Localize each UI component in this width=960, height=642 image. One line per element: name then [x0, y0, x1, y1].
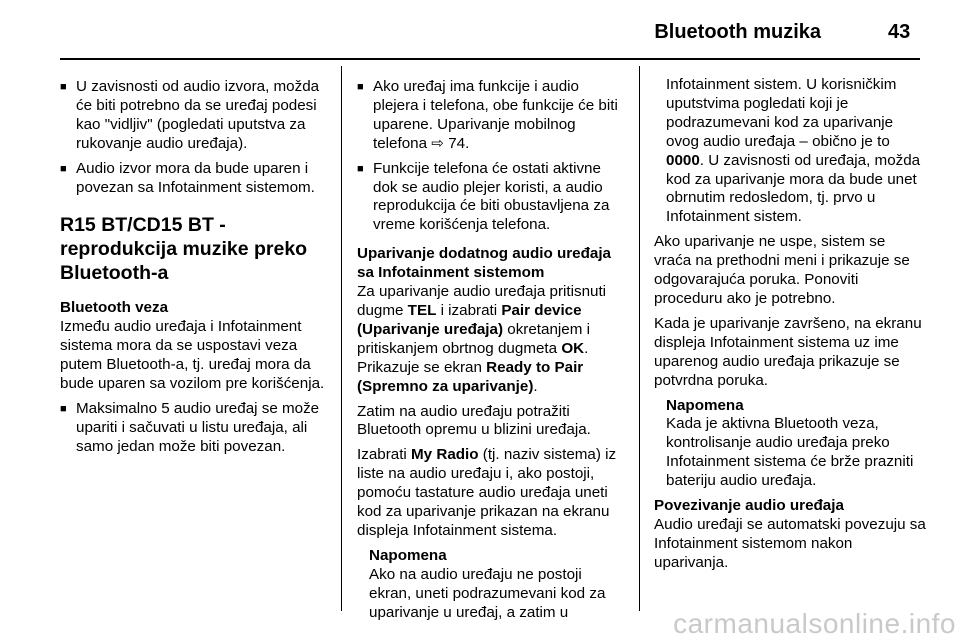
list-item: ■ Maksimalno 5 audio uređaj se može upariti i sačuvati u listu uređaja, ali samo jedan može biti povezan. — [60, 400, 328, 457]
subheading: Povezivanje audio uređaja — [654, 497, 844, 515]
ok-button-label: OK — [561, 339, 585, 357]
bullet-list — [60, 400, 328, 457]
column-2 — [357, 78, 625, 628]
paragraph: Audio uređaji se automatski povezuju sa Infotainment sistemom nakon uparivanja. — [654, 515, 926, 571]
column-divider-2 — [639, 66, 640, 611]
note-text: Kada je aktivna Bluetooth veza, kontrolisanje audio uređaja preko Infotainment sistema će brže prazniti bateriju audio uređaja. — [666, 415, 914, 490]
column-1 — [60, 78, 328, 463]
paragraph: Između audio uređaja i Infotainment sistema mora da se uspostavi veza putem Bluetooth-a, tj. uređaj mora da bude uparen sa vozilom pre korišćenja. — [60, 318, 325, 393]
pair-device-label: Pair device (Uparivanje uređaja) — [357, 301, 582, 338]
page-header — [0, 0, 960, 60]
subheading: Uparivanje dodatnog audio uređaja sa Infotainment sistemom — [357, 245, 612, 282]
tel-button-label: TEL — [407, 301, 437, 319]
paragraph — [357, 446, 625, 541]
ready-to-pair-label: Ready to Pair (Spremno za uparivanje) — [357, 358, 584, 395]
subheading: Bluetooth veza — [60, 299, 169, 317]
bullet-text: Ako uređaj ima funkcije i audio plejera i telefona, obe funkcije će biti uparene. Uparivanje mobilnog telefona — [373, 78, 618, 152]
note-title: Napomena — [369, 546, 447, 564]
text: . Prikazuje se ekran — [357, 339, 589, 376]
section-heading: R15 BT/CD15 BT - reprodukcija muzike preko Bluetooth-a — [60, 214, 308, 285]
my-radio-label: My Radio — [411, 446, 479, 464]
text: Infotainment sistem. U korisničkim uputstvima pogledati koji je podrazumevani kod za uparivanje ovog audio uređaja – obično je to — [666, 76, 897, 150]
paragraph: Zatim na audio uređaju potražiti Bluetooth opremu u blizini uređaja. — [357, 402, 591, 439]
section-title: Bluetooth muzika — [654, 21, 821, 43]
note-box — [369, 547, 625, 623]
bullet-list — [60, 78, 328, 197]
column-divider-1 — [341, 66, 342, 611]
list-item — [357, 78, 625, 154]
default-code: 0000 — [666, 151, 700, 169]
paragraph — [357, 283, 625, 396]
text: okretanjem i pritiskanjem obrtnog dugmeta — [357, 320, 590, 357]
text: (tj. naziv sistema) iz liste na audio uređaju i, ako postoji, pomoću tastature audio uređaja uneti kod za uparivanje prikazan na ekranu displeja Infotainment sistema. — [357, 446, 617, 539]
list-item: ■ Audio izvor mora da bude uparen i povezan sa Infotainment sistemom. — [60, 160, 328, 198]
note-box — [666, 397, 926, 492]
paragraph: Kada je uparivanje završeno, na ekranu displeja Infotainment sistema uz ime uparenog audio uređaja prikazuje se potvrdna poruka. — [654, 314, 922, 389]
list-item: ■ Funkcije telefona će ostati aktivne dok se audio plejer koristi, a audio reprodukcija će biti obustavljena za vreme korišćenja telefona. — [357, 160, 625, 236]
text: . U zavisnosti od uređaja, možda kod za uparivanje mora da bude unet obrnutim redosledom, tj. prvo u Infotainment sistem. — [666, 151, 921, 226]
note-text: Ako na audio uređaju ne postoji ekran, uneti podrazumevani kod za uparivanje u uređaj, a zatim u — [369, 565, 606, 621]
note-continuation — [666, 76, 926, 227]
text: Za uparivanje audio uređaja pritisnuti dugme — [357, 283, 607, 319]
text: . — [533, 377, 538, 395]
text: Izabrati — [357, 446, 412, 464]
text: i izabrati — [436, 301, 502, 319]
list-item: ■ U zavisnosti od audio izvora, možda će biti potrebno da se uređaj podesi kao "vidljiv" (pogledati uputstva za rukovanje audio uređaja). — [60, 78, 328, 154]
bullet-list — [357, 78, 625, 235]
watermark: carmanualsonline.info — [673, 608, 956, 639]
page-reference-link[interactable]: ⇨ 74. — [431, 134, 470, 152]
page-number: 43 — [888, 21, 911, 43]
header-rule — [60, 58, 920, 60]
column-3 — [654, 78, 926, 579]
paragraph: Ako uparivanje ne uspe, sistem se vraća na prethodni meni i prikazuje se odgovarajuća poruka. Ponoviti proceduru ako je potrebno. — [654, 233, 910, 307]
note-title: Napomena — [666, 396, 744, 414]
